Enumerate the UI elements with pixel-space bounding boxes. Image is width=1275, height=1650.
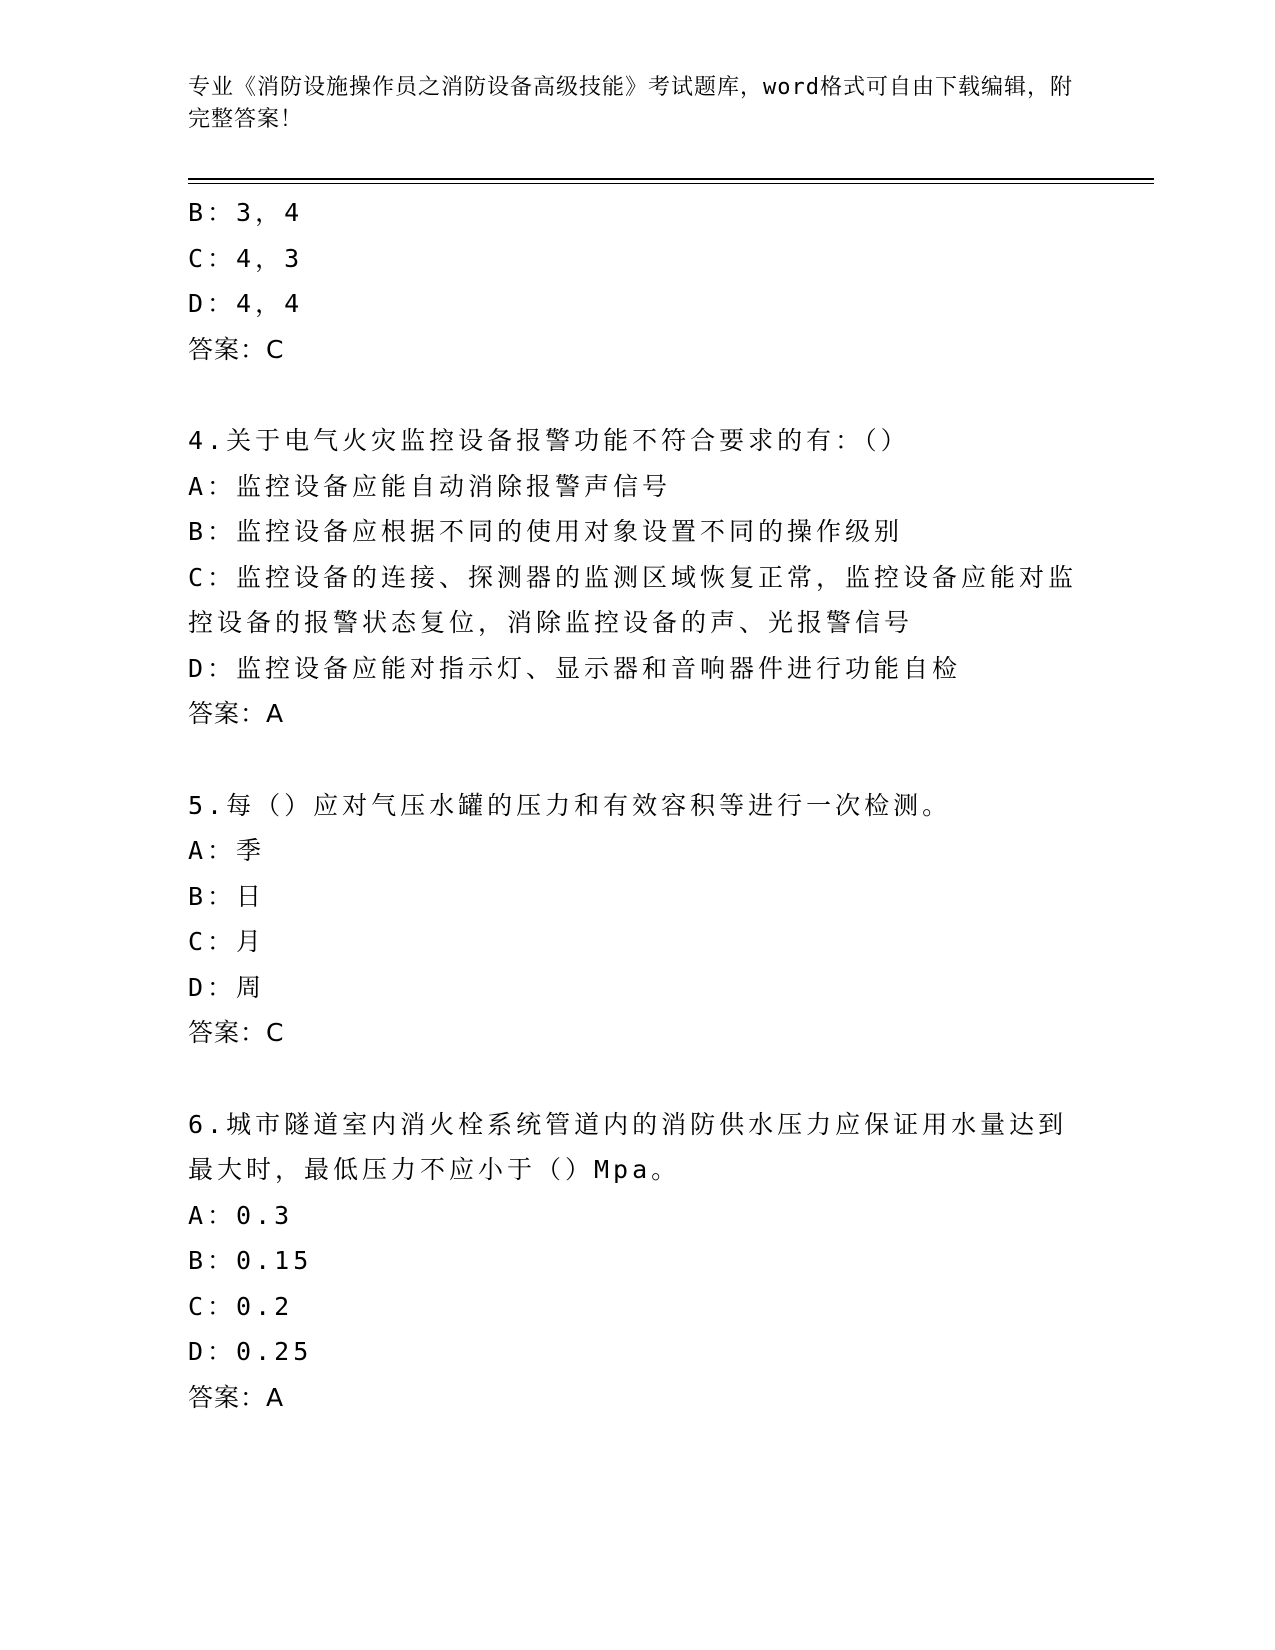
answer-line: 答案：A [188, 699, 285, 728]
option-c: C：0.2 [188, 1291, 294, 1321]
option-b: B：3，4 [188, 198, 304, 227]
document-body [188, 190, 1088, 1420]
question-block-5 [188, 783, 1088, 1056]
option-d: D：0.25 [188, 1337, 313, 1366]
option-b: B：监控设备应根据不同的使用对象设置不同的操作级别 [188, 517, 904, 546]
option-c: C：监控设备的连接、探测器的监测区域恢复正常，监控设备应能对监控设备的报警状态复位，消除监控设备的声、光报警信号 [188, 562, 1078, 637]
option-d: D：监控设备应能对指示灯、显示器和音响器件进行功能自检 [188, 653, 962, 683]
option-b: B：0.15 [188, 1246, 313, 1275]
option-a: A：季 [188, 836, 266, 865]
option-d: D：4，4 [188, 289, 304, 318]
document-header: 专业《消防设施操作员之消防设备高级技能》考试题库，word格式可自由下载编辑，附完整答案！ [188, 75, 1073, 132]
option-c: C：月 [188, 927, 266, 956]
option-a: A：0.3 [188, 1200, 294, 1230]
question-stem: 6.城市隧道室内消火栓系统管道内的消防供水压力应保证用水量达到最大时，最低压力不应小于（）Mpa。 [188, 1109, 1068, 1184]
question-stem: 5.每（）应对气压水罐的压力和有效容积等进行一次检测。 [188, 790, 952, 820]
option-c: C：4，3 [188, 243, 304, 273]
answer-line: 答案：C [188, 334, 285, 364]
question-block-4 [188, 418, 1088, 737]
option-d: D：周 [188, 972, 266, 1002]
option-b: B：日 [188, 881, 266, 911]
option-a: A：监控设备应能自动消除报警声信号 [188, 471, 672, 501]
question-block-prev [188, 190, 1088, 372]
question-stem: 4.关于电气火灾监控设备报警功能不符合要求的有：（） [188, 426, 910, 455]
header-rule-thick [188, 178, 1154, 180]
answer-line: 答案：A [188, 1382, 285, 1412]
header-rule-thin [188, 183, 1154, 184]
answer-line: 答案：C [188, 1018, 285, 1047]
question-block-6 [188, 1102, 1088, 1421]
